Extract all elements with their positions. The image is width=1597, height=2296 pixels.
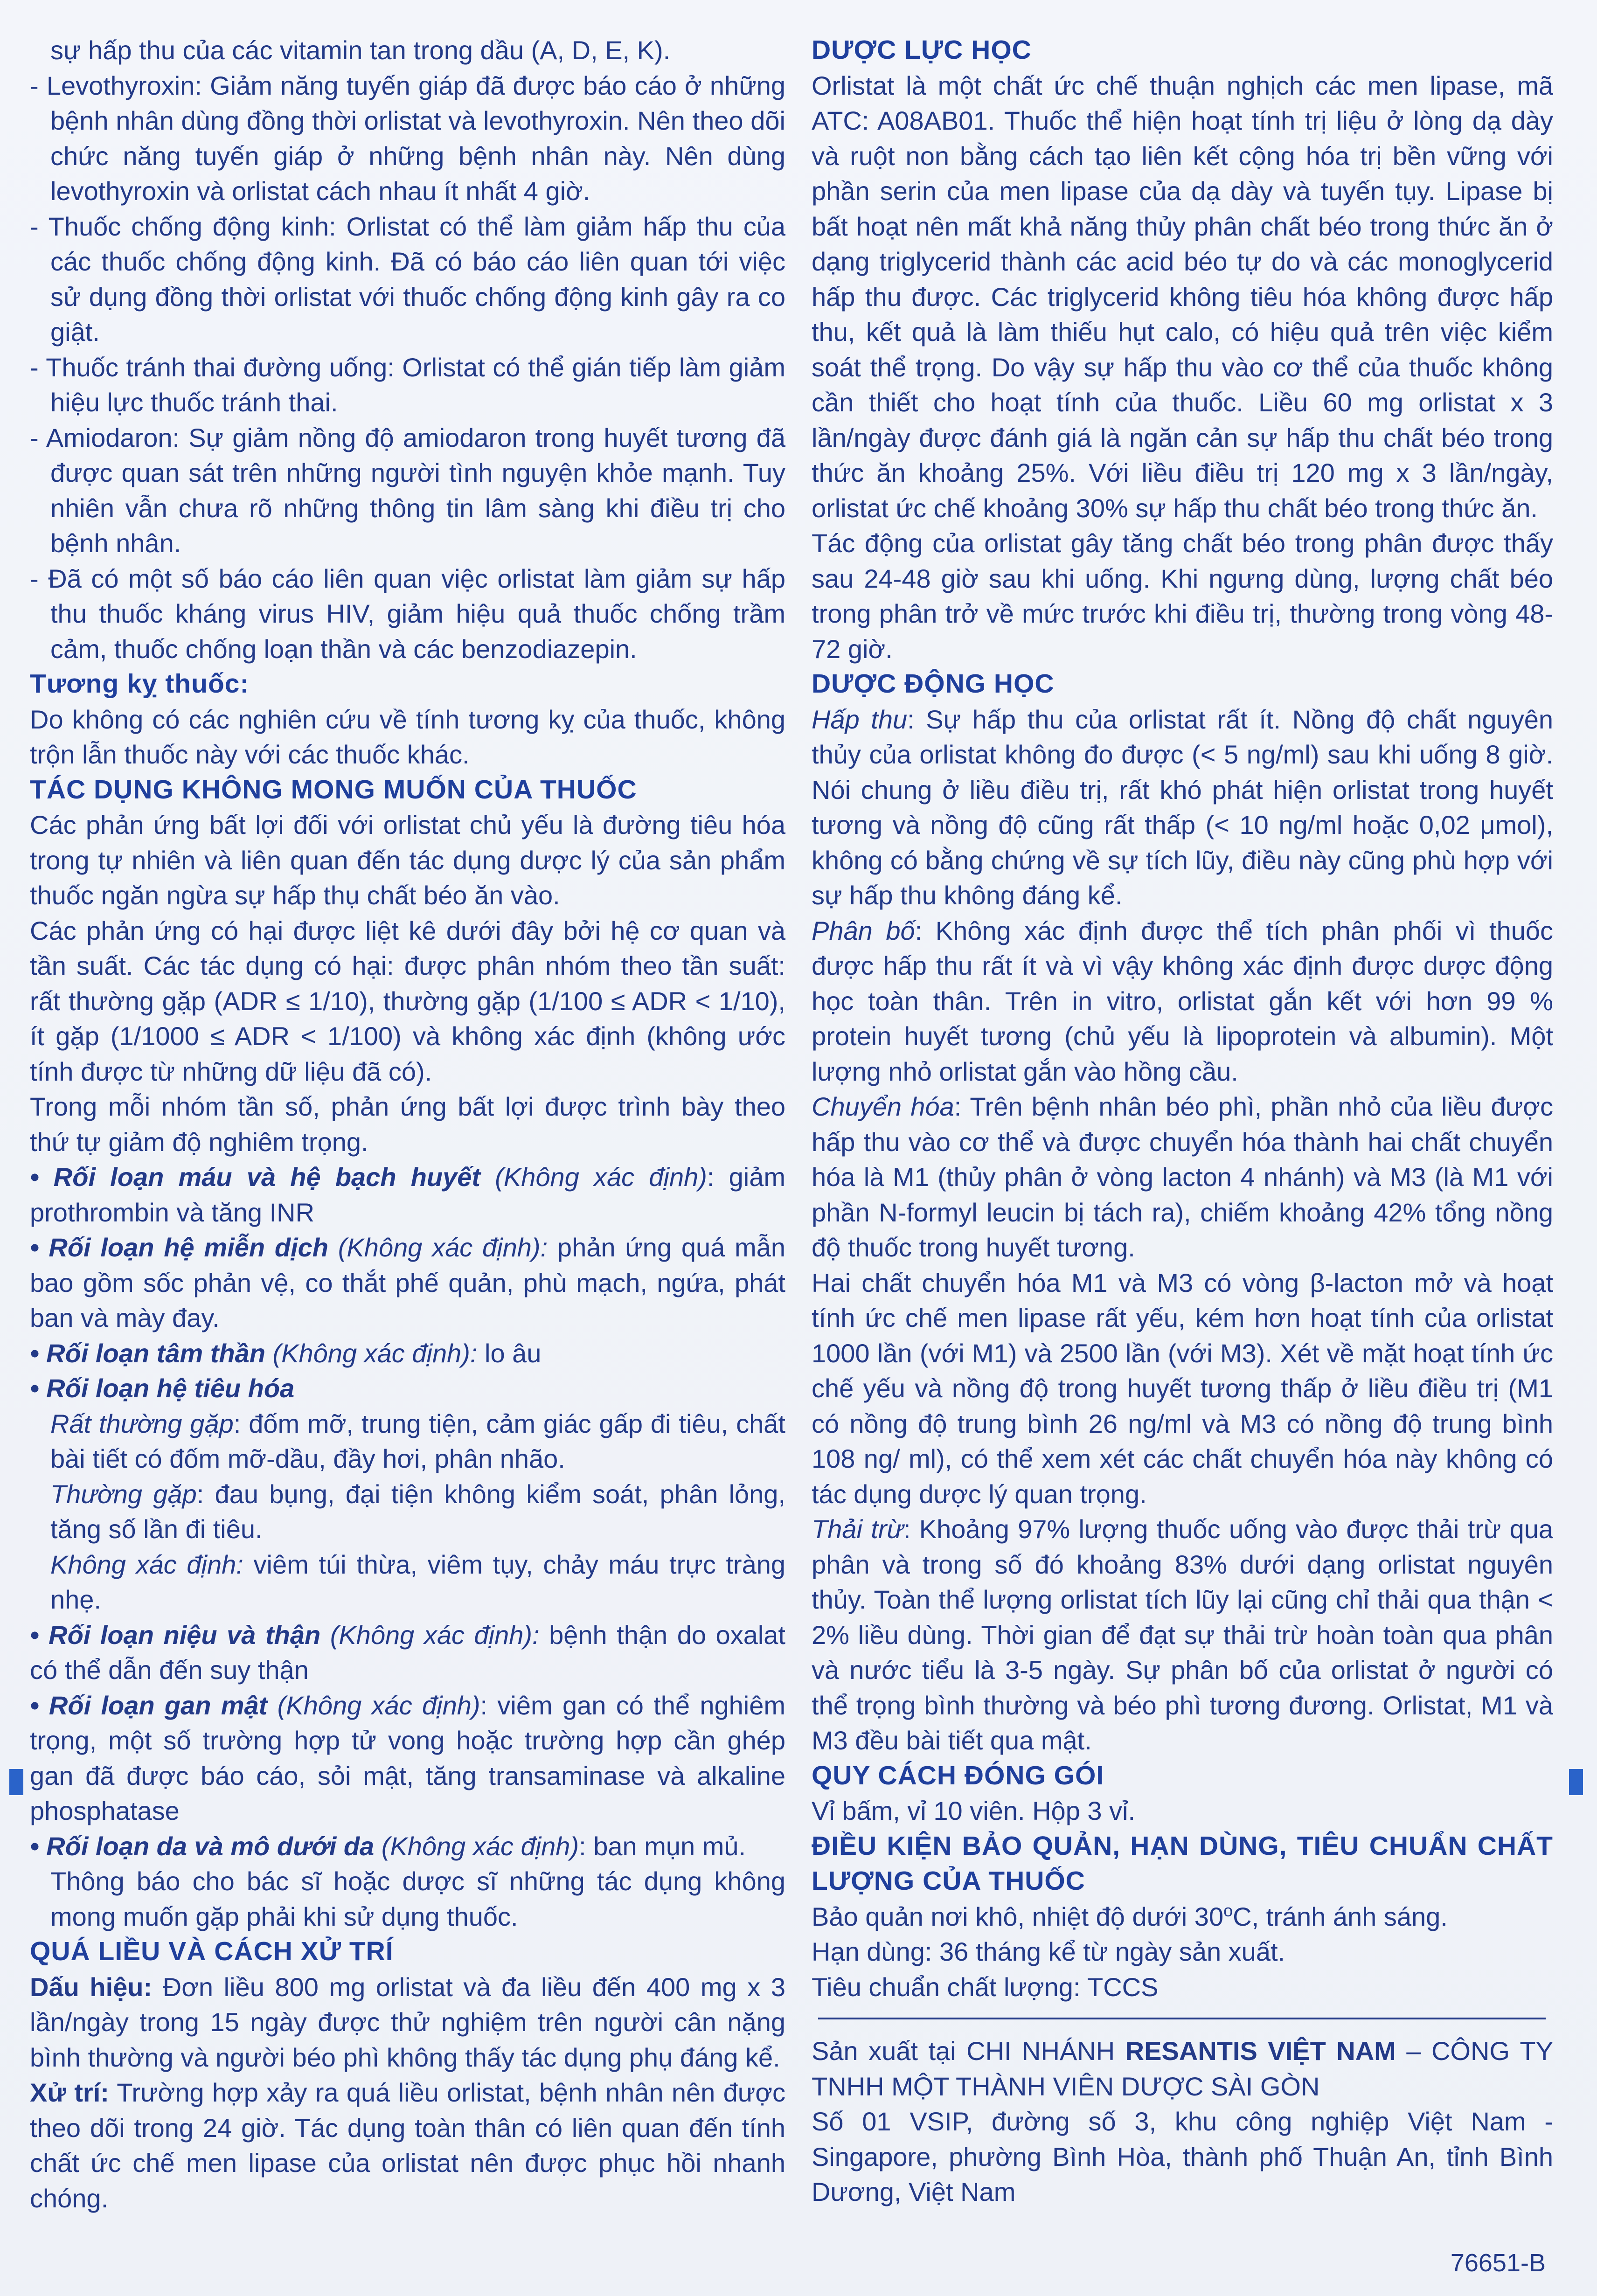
overdose-heading: QUÁ LIỀU VÀ CÁCH XỬ TRÍ xyxy=(30,1936,394,1966)
pk-distribution: Phân bố: Không xác định được thể tích phân phối vì thuốc được hấp thu rất ít và vì vậy không xác định được dược động học toàn thân. Trên in vitro, orlistat gắn kết với hơn 99 % protein huyết tương (chủ yếu là lipoprotein và albumin). Một lượng nhỏ orlistat gắn vào hồng cầu. xyxy=(812,916,1554,1086)
interaction-hiv: - Đã có một số báo cáo liên quan việc orlistat làm giảm sự hấp thu thuốc kháng virus HIV, giảm hiệu quả thuốc chống trầm cảm, thuốc chống loạn thần và các benzodiazepin. xyxy=(30,563,785,664)
right-column xyxy=(812,33,1553,2210)
pharmacodynamics-p2: Tác động của orlistat gây tăng chất béo trong phân được thấy sau 24-48 giờ sau khi uống. Khi ngưng dùng, lượng chất béo trong phân trở về mức trước khi điều trị, thường trong vòng 48-72 giờ. xyxy=(812,528,1553,664)
quality-standard: Tiêu chuẩn chất lượng: TCCS xyxy=(812,1972,1159,2002)
registration-mark-left xyxy=(9,1769,23,1795)
adverse-effects-p3: Trong mỗi nhóm tần số, phản ứng bất lợi được trình bày theo thứ tự giảm độ nghiêm trọng. xyxy=(30,1092,785,1157)
adverse-effects-p1: Các phản ứng bất lợi đối với orlistat chủ yếu là đường tiêu hóa trong tự nhiên và liên quan đến tác dụng dược lý của sản phẩm thuốc ngăn ngừa sự hấp thụ chất béo ăn vào. xyxy=(30,810,785,910)
incompatibility-title: Tương kỵ thuốc: xyxy=(30,669,250,699)
adr-immune: • Rối loạn hệ miễn dịch (Không xác định): phản ứng quá mẫn bao gồm sốc phản vệ, co thắt phế quản, phù mạch, ngứa, phát ban và mày đay. xyxy=(30,1233,785,1332)
divider-line xyxy=(818,2018,1546,2019)
storage-text: Bảo quản nơi khô, nhiệt độ dưới 30$^o$C, tránh ánh sáng. xyxy=(812,1901,1448,1931)
adr-renal: • Rối loạn niệu và thận (Không xác định): bệnh thận do oxalat có thể dẫn đến suy thận xyxy=(30,1620,785,1685)
adr-skin: • Rối loạn da và mô dưới da (Không xác định): ban mụn mủ. xyxy=(30,1831,746,1861)
interaction-vitamin-line: sự hấp thu của các vitamin tan trong dầu (A, D, E, K). xyxy=(50,35,671,65)
adverse-effects-p2: Các phản ứng có hại được liệt kê dưới đây bởi hệ cơ quan và tần suất. Các tác dụng có hại: được phân nhóm theo tần suất: rất thường gặp (ADR ≤ 1/10), thường gặp (1/100 ≤ ADR < 1/10), ít gặp (1/1000 ≤ ADR < 1/100) và không xác định (không ước tính được từ những dữ liệu đã có). xyxy=(30,916,785,1086)
pharmacodynamics-heading: DƯỢC LỰC HỌC xyxy=(812,35,1032,65)
adr-gastro-very-common: Rất thường gặp: đốm mỡ, trung tiện, cảm giác gấp đi tiêu, chất bài tiết có đốm mỡ-dầu, đầy hơi, phân nhão. xyxy=(50,1408,785,1473)
overdose-signs: Dấu hiệu: Đơn liều 800 mg orlistat và đa liều đến 400 mg x 3 lần/ngày trong 15 ngày được thử nghiệm trên người cân nặng bình thường và người béo phì không thấy tác dụng phụ đáng kể. xyxy=(30,1972,785,2072)
incompatibility-text: Do không có các nghiên cứu về tính tương kỵ của thuốc, không trộn lẫn thuốc này với các thuốc khác. xyxy=(30,704,785,769)
adr-psychiatric: • Rối loạn tâm thần (Không xác định): lo âu xyxy=(30,1338,542,1368)
shelf-life: Hạn dùng: 36 tháng kể từ ngày sản xuất. xyxy=(812,1937,1285,1966)
pk-metabolism-p2: Hai chất chuyển hóa M1 và M3 có vòng β-lacton mở và hoạt tính ức chế men lipase rất yếu, kém hơn hoạt tính của orlistat 1000 lần (với M1) và 2500 lần (với M3). Xét về mặt hoạt tính ức chế yếu và nồng độ trong huyết tương thấp ở liều điều trị (M1 có nồng độ trung bình 26 ng/ml và M3 có nồng độ trung bình 108 ng/ ml), có thể xem xét các chất chuyển hóa này không có tác dụng dược lý quan trọng. xyxy=(812,1268,1553,1509)
interaction-amiodaron: - Amiodaron: Sự giảm nồng độ amiodaron trong huyết tương đã được quan sát trên những người tình nguyện khỏe mạnh. Tuy nhiên vẫn chưa rõ những thông tin lâm sàng khi điều trị cho bệnh nhân. xyxy=(30,423,785,558)
pharmacodynamics-p1: Orlistat là một chất ức chế thuận nghịch các men lipase, mã ATC: A08AB01. Thuốc thể hiện hoạt tính trị liệu ở lòng dạ dày và ruột non bằng cách tạo liên kết cộng hóa trị bền vững với phần serin của men lipase của dạ dày và tuyến tụy. Lipase bị bất hoạt nên mất khả năng thủy phân chất béo trong thức ăn ở dạng triglycerid thành các acid béo tự do và các monoglycerid hấp thu được. Các triglycerid không tiêu hóa không được hấp thu, kết quả là làm thiếu hụt calo, có hiệu quả trên việc kiểm soát thể trọng. Do vậy sự hấp thu vào cơ thể của thuốc không cần thiết cho hoạt tính của thuốc. Liều 60 mg orlistat x 3 lần/ngày được đánh giá là ngăn cản sự hấp thu chất béo trong thức ăn khoảng 25%. Với liều điều trị 120 mg x 3 lần/ngày, orlistat ức chế khoảng 30% sự hấp thu chất béo trong thức ăn. xyxy=(812,70,1553,523)
registration-mark-right xyxy=(1569,1769,1583,1795)
adr-gastro: • Rối loạn hệ tiêu hóa xyxy=(30,1373,295,1403)
left-column xyxy=(30,33,785,2216)
storage-heading: ĐIỀU KIỆN BẢO QUẢN, HẠN DÙNG, TIÊU CHUẨN CHẤT LƯỢNG CỦA THUỐC xyxy=(812,1831,1553,1896)
packaging-text: Vỉ bấm, vỉ 10 viên. Hộp 3 vỉ. xyxy=(812,1796,1136,1825)
interaction-antiepileptic: - Thuốc chống động kinh: Orlistat có thể làm giảm hấp thu của các thuốc chống động kinh. Đã có báo cáo liên quan tới việc sử dụng đồng thời orlistat với thuốc chống động kinh gây ra co giật. xyxy=(30,211,785,347)
manufacturer: Sản xuất tại CHI NHÁNH RESANTIS VIỆT NAM – CÔNG TY TNHH MỘT THÀNH VIÊN DƯỢC SÀI GÒN xyxy=(812,2036,1553,2101)
pk-absorption: Hấp thu: Sự hấp thu của orlistat rất ít. Nồng độ chất nguyên thủy của orlistat không đo được (< 5 ng/ml) sau khi uống 8 giờ. Nói chung ở liều điều trị, rất khó phát hiện orlistat trong huyết tương và nồng độ cũng rất thấp (< 10 ng/ml hoặc 0,02 μmol), không có bằng chứng về sự tích lũy, điều này cũng phù hợp với sự hấp thu không đáng kể. xyxy=(812,704,1553,910)
overdose-treatment: Xử trí: Trường hợp xảy ra quá liều orlistat, bệnh nhân nên được theo dõi trong 24 giờ. Tác dụng toàn thân có liên quan đến tính chất ức chế men lipase của orlistat nên được phục hồi nhanh chóng. xyxy=(30,2078,786,2213)
pharmacokinetics-heading: DƯỢC ĐỘNG HỌC xyxy=(812,669,1055,699)
adr-gastro-unknown: Không xác định: viêm túi thừa, viêm tụy, chảy máu trực tràng nhẹ. xyxy=(50,1549,786,1614)
adr-hepatobiliary: • Rối loạn gan mật (Không xác định): viêm gan có thể nghiêm trọng, một số trường hợp tử vong hoặc trường hợp cần ghép gan đã được báo cáo, sỏi mật, tăng transaminase và alkaline phosphatase xyxy=(30,1690,786,1825)
pk-elimination: Thải trừ: Khoảng 97% lượng thuốc uống vào được thải trừ qua phân và trong số đó khoảng 83% dưới dạng orlistat nguyên thủy. Toàn thể lượng orlistat tích lũy lại cũng chỉ thải qua thận < 2% liều dùng. Thời gian để đạt sự thải trừ hoàn toàn qua phân và nước tiểu là 3-5 ngày. Sự phân bố của orlistat ở người có thể trọng bình thường và béo phì tương đương. Orlistat, M1 và M3 đều bài tiết qua mật. xyxy=(812,1514,1553,1755)
adverse-effects-heading: TÁC DỤNG KHÔNG MONG MUỐN CỦA THUỐC xyxy=(30,774,637,805)
packaging-heading: QUY CÁCH ĐÓNG GÓI xyxy=(812,1760,1104,1790)
adr-blood: • Rối loạn máu và hệ bạch huyết (Không xác định): giảm prothrombin và tăng INR xyxy=(30,1162,786,1227)
adr-gastro-common: Thường gặp: đau bụng, đại tiện không kiểm soát, phân lỏng, tăng số lần đi tiêu. xyxy=(50,1479,786,1544)
document-code: 76651-B xyxy=(1450,2249,1546,2277)
adr-notify: Thông báo cho bác sĩ hoặc dược sĩ những tác dụng không mong muốn gặp phải khi sử dụng thuốc. xyxy=(50,1866,785,1931)
manufacturer-address: Số 01 VSIP, đường số 3, khu công nghiệp Việt Nam - Singapore, phường Bình Hòa, thành phố Thuận An, tỉnh Bình Dương, Việt Nam xyxy=(812,2107,1553,2206)
interaction-levothyroxin: - Levothyroxin: Giảm năng tuyến giáp đã được báo cáo ở những bệnh nhân dùng đồng thời orlistat và levothyroxin. Nên theo dõi chức năng tuyến giáp ở những bệnh nhân này. Nên dùng levothyroxin và orlistat cách nhau ít nhất 4 giờ. xyxy=(30,70,785,206)
interaction-contraceptive: - Thuốc tránh thai đường uống: Orlistat có thể gián tiếp làm giảm hiệu lực thuốc tránh thai. xyxy=(30,352,785,417)
pk-metabolism: Chuyển hóa: Trên bệnh nhân béo phì, phần nhỏ của liều được hấp thu vào cơ thể và được chuyển hóa thành hai chất chuyển hóa là M1 (thủy phân ở vòng lacton 4 nhánh) và M3 (là M1 với phần N-formyl leucin bị tách ra), chiếm khoảng 42% tổng nồng độ thuốc trong huyết tương. xyxy=(812,1092,1554,1262)
